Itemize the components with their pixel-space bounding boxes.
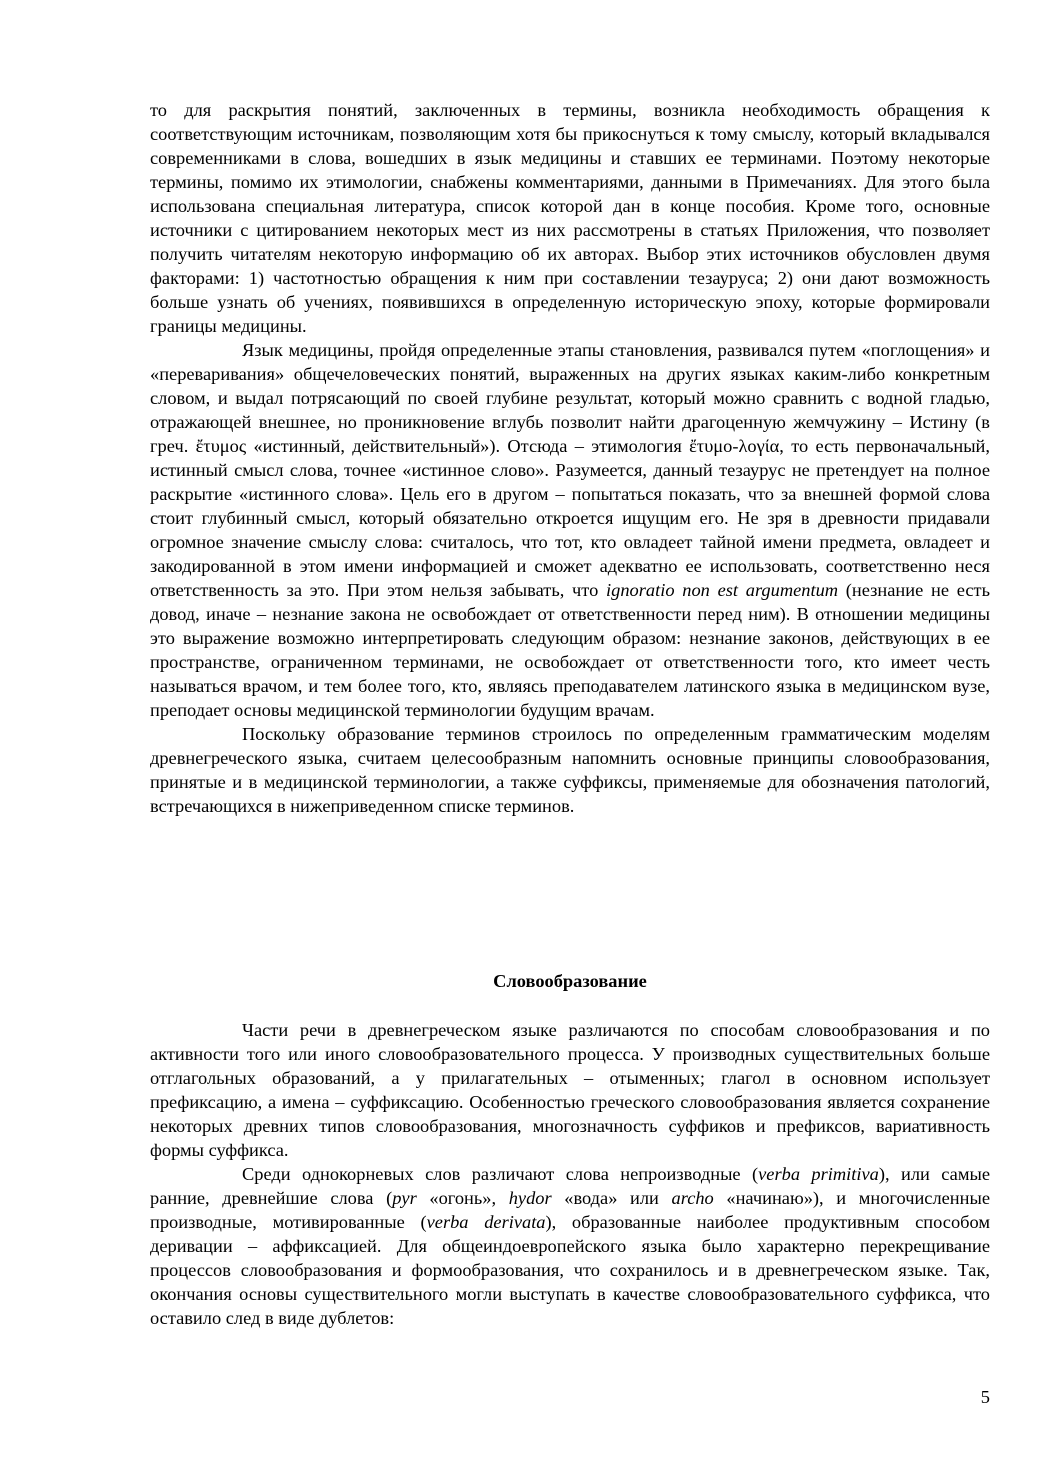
paragraph-5-part-e: «начинаю»), и многочисленные производные, мотивированные ( <box>150 1188 991 1232</box>
paragraph-5 <box>150 1162 990 1330</box>
paragraph-5-part-f: ), образованные наиболее продуктивным способом деривации – аффиксацией. Для общеиндоевропейского языка было характерно перекрещивание процессов словообразования и формообразования, что сохранилось и в древнегреческом языке. Так, окончания основы существительного могли выступать в качестве словообразовательного суффикса, что оставило след в виде дублетов: <box>150 1212 990 1328</box>
paragraph-4: Части речи в древнегреческом языке различаются по способам словообразования и по активности того или иного словообразовательного процесса. У производных существительных больше отглагольных образований, а у прилагательных – отыменных; глагол в основном использует префиксацию, а имена – суффиксацию. Особенностью греческого словообразования является сохранение некоторых древних типов словообразования, многозначность суффиков и префиксов, вариативность формы суффикса. <box>150 1020 990 1160</box>
paragraph-5-part-b: ), или самые ранние, древнейшие слова ( <box>150 1164 990 1208</box>
section-heading: Словообразование <box>493 971 647 991</box>
term-pyr: pyr <box>392 1188 417 1208</box>
latin-phrase: ignoratio non est argumentum <box>606 580 839 600</box>
term-verba-primitiva: verba primitiva <box>758 1164 879 1184</box>
paragraph-3: Поскольку образование терминов строилось по определенным грамматическим моделям древнегреческого языка, считаем целесообразным напомнить основные принципы словообразования, принятые и в медицинской терминологии, а также суффиксы, применяемые для обозначения патологий, встречающихся в нижеприведенном списке терминов. <box>150 724 990 816</box>
text-block-lower <box>150 1018 990 1330</box>
paragraph-5-part-d: «вода» или <box>551 1188 672 1208</box>
paragraph-5-part-c: «огонь», <box>416 1188 509 1208</box>
page-number: 5 <box>980 1387 990 1407</box>
paragraph-1: то для раскрытия понятий, заключенных в термины, возникла необходимость обращения к соответствующим источникам, позволяющим хотя бы прикоснуться к тому смыслу, который вкладывался современниками в слова, вошедших в язык медицины и ставших ее терминами. Поэтому некоторые термины, помимо их этимологии, снабжены комментариями, данными в Примечаниях. Для этого была использована специальная литература, список которой дан в конце пособия. Кроме того, основные источники с цитированием некоторых мест из них рассмотрены в статьях Приложения, что позволяет получить читателям некоторую информацию об их авторах. Выбор этих источников обусловлен двумя факторами: 1) частотностью обращения к ним при составлении тезауруса; 2) они дают возможность больше узнать об учениях, появившихся в определенную историческую эпоху, которые формировали границы медицины. <box>150 100 990 336</box>
text-block-upper <box>150 98 990 818</box>
paragraph-2-part-a: Язык медицины, пройдя определенные этапы становления, развивался путем «поглощения» и «переваривания» общечеловеческих понятий, выраженных на других языках каким-либо конкретным словом, и выдал потрясающий по своей глубине результат, который можно сравнить с водной гладью, отражающей внешнее, но проникновение вглубь позволит найти драгоценную жемчужину – Истину (в греч. ἔτυμος «истинный, действительный»). Отсюда – этимология ἔτυμο-λογία, то есть первоначальный, истинный смысл слова, точнее «истинное слово». Разумеется, данный тезаурус не претендует на полное раскрытие «истинного слова». Цель его в другом – попытаться показать, что за внешней формой слова стоит глубинный смысл, который обязательно откроется ищущим его. Не зря в древности придавали огромное значение смыслу слова: считалось, что тот, кто овладеет тайной имени предмета, овладеет и закодированной в этом имени информацией и сможет адекватно ее использовать, соответственно неся ответственность за это. При этом нельзя забывать, что <box>150 340 990 600</box>
term-hydor: hydor <box>508 1188 552 1208</box>
paragraph-2-part-b: (незнание не есть довод, иначе – незнание закона не освобождает от ответственности перед ним). В отношении медицины это выражение возможно интерпретировать следующим образом: незнание законов, действующих в ее пространстве, ограниченном терминами, не освобождает от ответственности того, кто имеет честь называться врачом, и тем более того, кто, являясь преподавателем латинского языка в медицинском вузе, преподает основы медицинской терминологии будущим врачам. <box>150 580 990 720</box>
term-archo: archo <box>671 1188 714 1208</box>
paragraph-5-part-a: Среди однокорневых слов различают слова непроизводные ( <box>242 1164 759 1184</box>
term-verba-derivata: verba derivata <box>426 1212 546 1232</box>
paragraph-2 <box>150 338 990 722</box>
